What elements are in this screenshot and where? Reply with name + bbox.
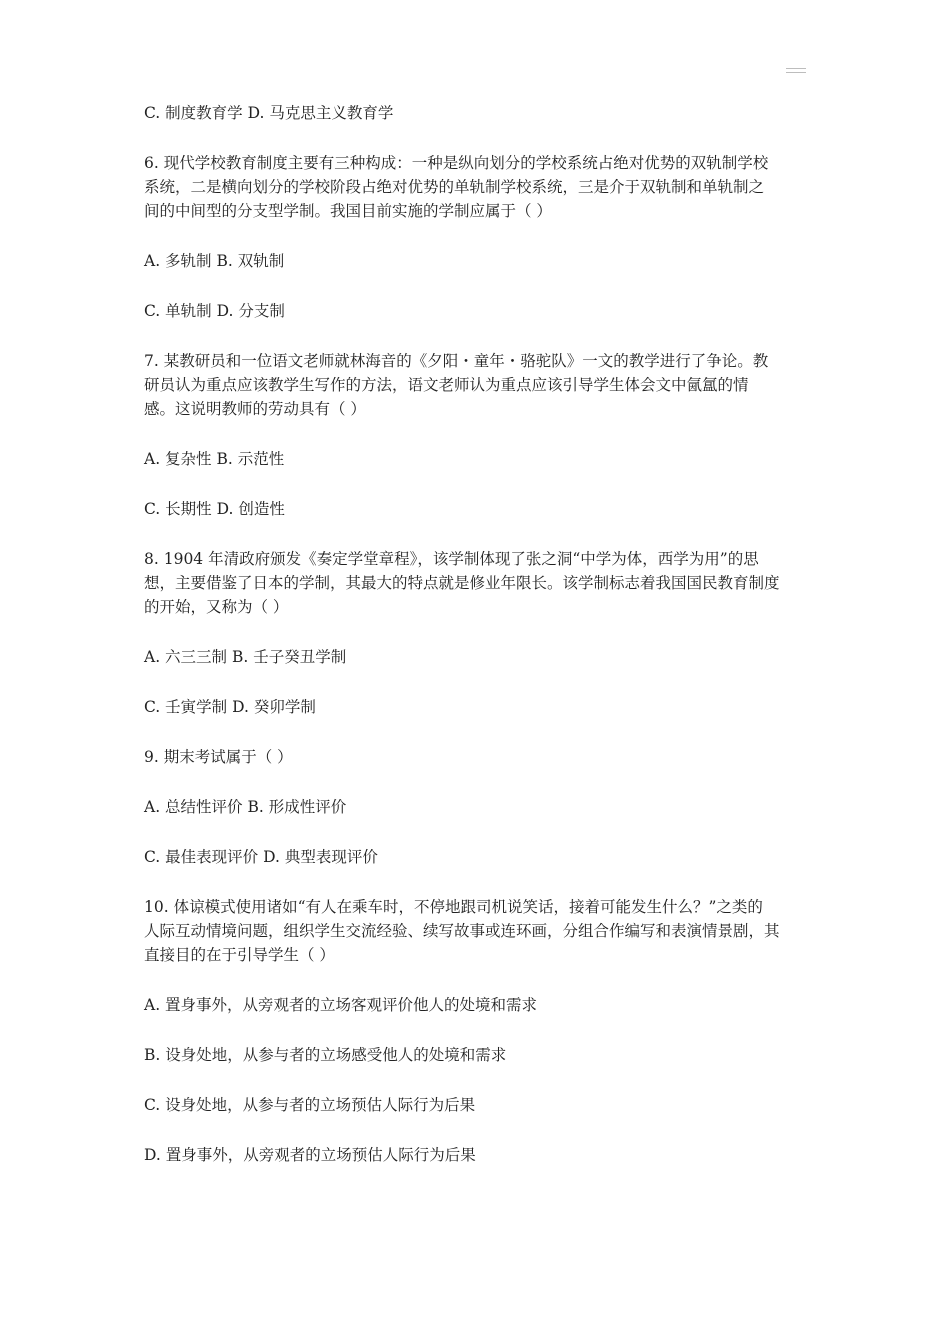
text-line: C. 单轨制 D. 分支制 [144,302,285,320]
option-line [144,1043,824,1067]
option-line [144,695,824,719]
option-line [144,795,824,819]
option-line [144,101,824,125]
text-line: 的开始，又称为（ ） [144,598,289,616]
option-line [144,299,824,323]
question-10 [144,895,824,967]
text-line: 直接目的在于引导学生（ ） [144,946,335,964]
text-line: C. 长期性 D. 创造性 [144,500,285,518]
page-corner-mark [786,68,806,73]
text-line: 想，主要借鉴了日本的学制，其最大的特点就是修业年限长。该学制标志着我国国民教育制度 [144,574,780,592]
text-line: C. 设身处地，从参与者的立场预估人际行为后果 [144,1096,476,1114]
text-line: 10. 体谅模式使用诸如“有人在乘车时，不停地跟司机说笑话，接着可能发生什么？”之类的 [144,898,763,916]
question-9 [144,745,824,769]
text-line: A. 六三三制 B. 壬子癸丑学制 [144,648,347,666]
question-8 [144,547,824,619]
option-line [144,497,824,521]
text-line: C. 壬寅学制 D. 癸卯学制 [144,698,316,716]
text-line: 9. 期末考试属于（ ） [144,748,293,766]
option-line [144,1093,824,1117]
document-body [144,101,824,1193]
text-line: 间的中间型的分支型学制。我国目前实施的学制应属于（ ） [144,202,552,220]
question-7 [144,349,824,421]
option-line [144,645,824,669]
text-line: C. 最佳表现评价 D. 典型表现评价 [144,848,378,866]
text-line: A. 置身事外，从旁观者的立场客观评价他人的处境和需求 [144,996,538,1014]
text-line: D. 置身事外，从旁观者的立场预估人际行为后果 [144,1146,476,1164]
text-line: C. 制度教育学 D. 马克思主义教育学 [144,104,394,122]
text-line: 7. 某教研员和一位语文老师就林海音的《夕阳・童年・骆驼队》一文的教学进行了争论。教 [144,352,769,370]
text-line: 人际互动情境问题，组织学生交流经验、续写故事或连环画，分组合作编写和表演情景剧，其 [144,922,780,940]
text-line: B. 设身处地，从参与者的立场感受他人的处境和需求 [144,1046,507,1064]
text-line: A. 多轨制 B. 双轨制 [144,252,285,270]
option-line [144,1143,824,1167]
text-line: 研员认为重点应该教学生写作的方法，语文老师认为重点应该引导学生体会文中氤氲的情 [144,376,749,394]
option-line [144,447,824,471]
text-line: A. 复杂性 B. 示范性 [144,450,285,468]
question-6 [144,151,824,223]
text-line: 感。这说明教师的劳动具有（ ） [144,400,366,418]
option-line [144,249,824,273]
text-line: 系统，二是横向划分的学校阶段占绝对优势的单轨制学校系统，三是介于双轨制和单轨制之 [144,178,765,196]
option-line [144,993,824,1017]
text-line: 8. 1904 年清政府颁发《奏定学堂章程》，该学制体现了张之洞“中学为体，西学为用”的思 [144,550,759,568]
option-line [144,845,824,869]
text-line: 6. 现代学校教育制度主要有三种构成：一种是纵向划分的学校系统占绝对优势的双轨制学校 [144,154,769,172]
text-line: A. 总结性评价 B. 形成性评价 [144,798,347,816]
